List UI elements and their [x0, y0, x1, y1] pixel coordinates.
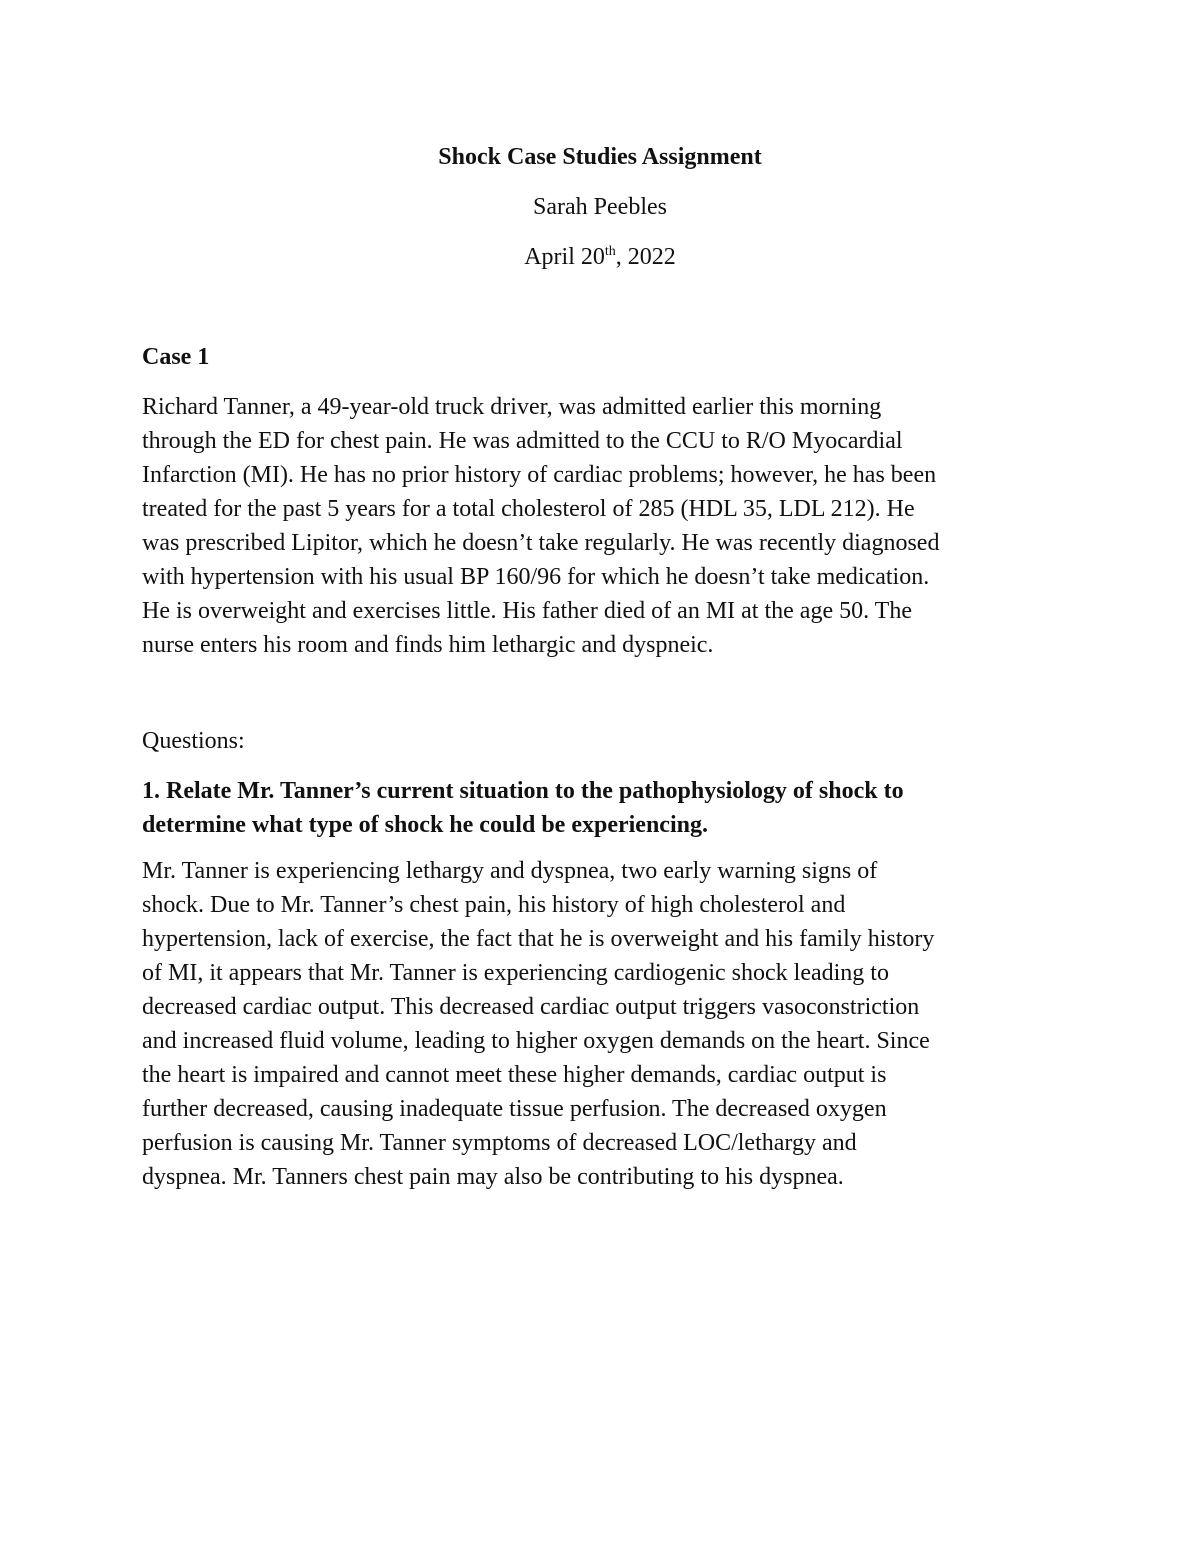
case-line: treated for the past 5 years for a total cholesterol of 285 (HDL 35, LDL 212). He	[142, 496, 915, 522]
document-author: Sarah Peebles	[533, 194, 667, 220]
answer-line: hypertension, lack of exercise, the fact that he is overweight and his family history	[142, 926, 935, 952]
answer-line: and increased fluid volume, leading to higher oxygen demands on the heart. Since	[142, 1028, 930, 1054]
answer-line: the heart is impaired and cannot meet these higher demands, cardiac output is	[142, 1062, 887, 1088]
document-body	[142, 340, 1062, 1194]
document-title: Shock Case Studies Assignment	[438, 144, 762, 170]
date-suffix: , 2022	[615, 244, 676, 270]
case-line: nurse enters his room and finds him lethargic and dyspneic.	[142, 632, 714, 658]
question-line: 1. Relate Mr. Tanner’s current situation to the pathophysiology of shock to	[142, 778, 904, 804]
case-paragraph	[142, 390, 1062, 662]
answer-1	[142, 854, 1062, 1194]
answer-line: of MI, it appears that Mr. Tanner is experiencing cardiogenic shock leading to	[142, 960, 889, 986]
answer-line: shock. Due to Mr. Tanner’s chest pain, his history of high cholesterol and	[142, 892, 846, 918]
document-date	[0, 240, 1200, 274]
case-heading: Case 1	[142, 344, 210, 370]
answer-line: perfusion is causing Mr. Tanner symptoms of decreased LOC/lethargy and	[142, 1130, 857, 1156]
question-1	[142, 774, 1062, 842]
case-line: He is overweight and exercises little. His father died of an MI at the age 50. The	[142, 598, 912, 624]
answer-line: decreased cardiac output. This decreased cardiac output triggers vasoconstriction	[142, 994, 920, 1020]
case-line: Richard Tanner, a 49-year-old truck driver, was admitted earlier this morning	[142, 394, 882, 420]
question-line: determine what type of shock he could be experiencing.	[142, 812, 708, 838]
questions-label: Questions:	[142, 728, 245, 754]
title-block	[0, 140, 1200, 290]
answer-line: Mr. Tanner is experiencing lethargy and dyspnea, two early warning signs of	[142, 858, 878, 884]
case-line: Infarction (MI). He has no prior history of cardiac problems; however, he has been	[142, 462, 937, 488]
case-line: with hypertension with his usual BP 160/96 for which he doesn’t take medication.	[142, 564, 930, 590]
date-superscript: th	[604, 244, 616, 259]
date-prefix: April 20	[524, 244, 605, 270]
answer-line: dyspnea. Mr. Tanners chest pain may also be contributing to his dyspnea.	[142, 1164, 844, 1190]
case-line: through the ED for chest pain. He was admitted to the CCU to R/O Myocardial	[142, 428, 903, 454]
case-line: was prescribed Lipitor, which he doesn’t take regularly. He was recently diagnosed	[142, 530, 940, 556]
answer-line: further decreased, causing inadequate tissue perfusion. The decreased oxygen	[142, 1096, 887, 1122]
